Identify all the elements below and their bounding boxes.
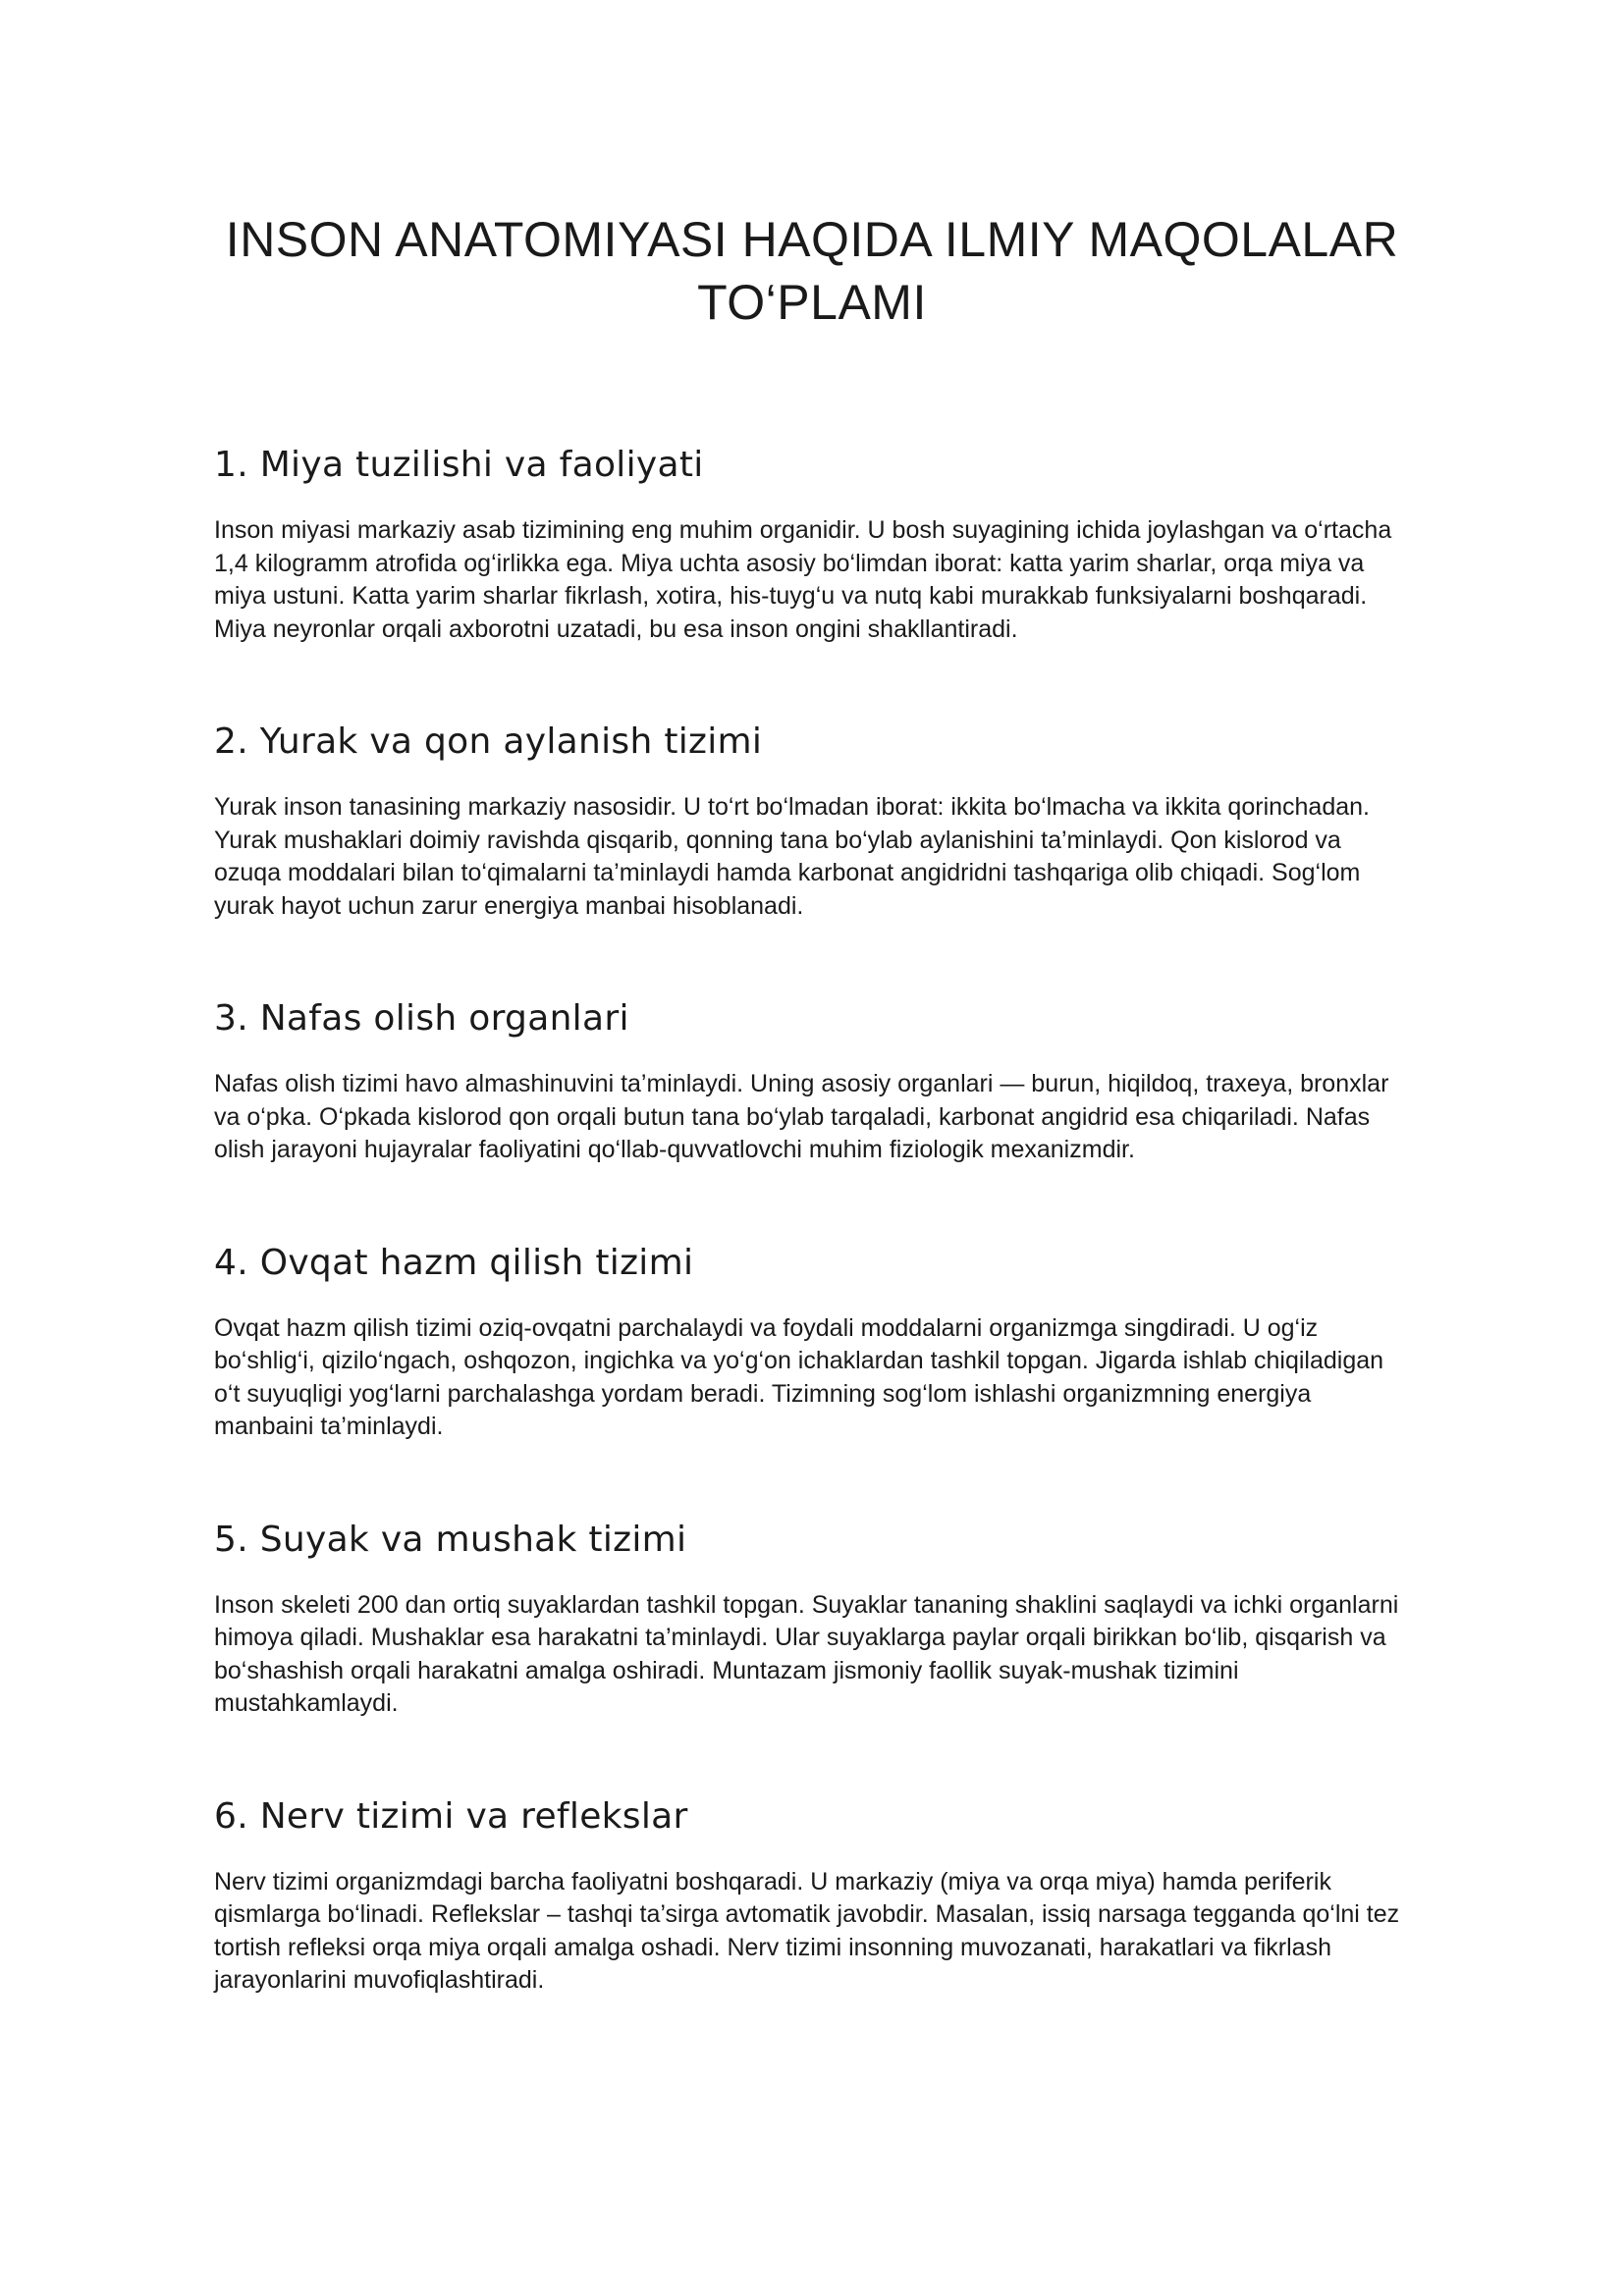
- section-paragraph: Yurak inson tanasining markaziy nasosidir. U to‘rt bo‘lmadan iborat: ikkita bo‘lmacha va ikkita qorinchadan. Yurak mushaklari doimiy ravishda qisqarib, qonning tana bo‘ylab aylanishini ta’minlaydi. Qon kislorod va ozuqa moddalari bilan to‘qimalarni ta’minlaydi hamda karbonat angidridni tashqariga olib chiqadi. Sog‘lom yurak hayot uchun zarur energiya manbai hisoblanadi.: [214, 793, 1370, 920]
- section-heading: 5. Suyak va mushak tizimi: [214, 1519, 687, 1560]
- document-title-line-1: INSON ANATOMIYASI HAQIDA ILMIY MAQOLALAR: [225, 212, 1399, 267]
- section-respiratory: [214, 997, 1410, 1167]
- section-heading: 3. Nafas olish organlari: [214, 998, 629, 1039]
- section-paragraph: Ovqat hazm qilish tizimi oziq-ovqatni parchalaydi va foydali moddalarni organizmga singdiradi. U og‘iz bo‘shlig‘i, qizilo‘ngach, oshqozon, ingichka va yo‘g‘on ichaklardan tashkil topgan. Jigarda ishlab chiqiladigan o‘t suyuqligi yog‘larni parchalashga yordam beradi. Tizimning sog‘lom ishlashi organizmning energiya manbaini ta’minlaydi.: [214, 1313, 1384, 1440]
- section-digestive: [214, 1242, 1410, 1444]
- section-musculoskeletal: [214, 1519, 1410, 1721]
- section-heading: 1. Miya tuzilishi va faoliyati: [214, 445, 704, 485]
- section-nervous: [214, 1795, 1410, 1998]
- document-title: [214, 208, 1410, 334]
- section-brain: [214, 444, 1410, 646]
- section-paragraph: Nerv tizimi organizmdagi barcha faoliyatni boshqaradi. U markaziy (miya va orqa miya) hamda periferik qismlarga bo‘linadi. Reflekslar – tashqi ta’sirga avtomatik javobdir. Masalan, issiq narsaga tegganda qo‘lni tez tortish refleksi orqa miya orqali amalga oshadi. Nerv tizimi insonning muvozanati, harakatlari va fikrlash jarayonlarini muvofiqlashtiradi.: [214, 1867, 1400, 1994]
- document-title-line-2: TO‘PLAMI: [697, 275, 927, 330]
- section-heading: 2. Yurak va qon aylanish tizimi: [214, 721, 763, 762]
- section-heading: 4. Ovqat hazm qilish tizimi: [214, 1242, 694, 1283]
- section-paragraph: Inson miyasi markaziy asab tizimining eng muhim organidir. U bosh suyagining ichida joylashgan va o‘rtacha 1,4 kilogramm atrofida og‘irlikka ega. Miya uchta asosiy bo‘limdan iborat: katta yarim sharlar, orqa miya va miya ustuni. Katta yarim sharlar fikrlash, xotira, his-tuyg‘u va nutq kabi murakkab funksiyalarni boshqaradi. Miya neyronlar orqali axborotni uzatadi, bu esa inson ongini shakllantiradi.: [214, 516, 1392, 643]
- section-paragraph: Nafas olish tizimi havo almashinuvini ta’minlaydi. Uning asosiy organlari — burun, hiqildoq, traxeya, bronxlar va o‘pka. O‘pkada kislorod qon orqali butun tana bo‘ylab tarqaladi, karbonat angidrid esa chiqariladi. Nafas olish jarayoni hujayralar faoliyatini qo‘llab-quvvatlovchi muhim fiziologik mexanizmdir.: [214, 1070, 1389, 1163]
- section-heading: 6. Nerv tizimi va reflekslar: [214, 1795, 688, 1837]
- section-paragraph: Inson skeleti 200 dan ortiq suyaklardan tashkil topgan. Suyaklar tananing shaklini saqlaydi va ichki organlarni himoya qiladi. Mushaklar esa harakatni ta’minlaydi. Ular suyaklarga paylar orqali birikkan bo‘lib, qisqarish va bo‘shashish orqali harakatni amalga oshiradi. Muntazam jismoniy faollik suyak-mushak tizimini mustahkamlaydi.: [214, 1590, 1399, 1717]
- section-heart: [214, 721, 1410, 923]
